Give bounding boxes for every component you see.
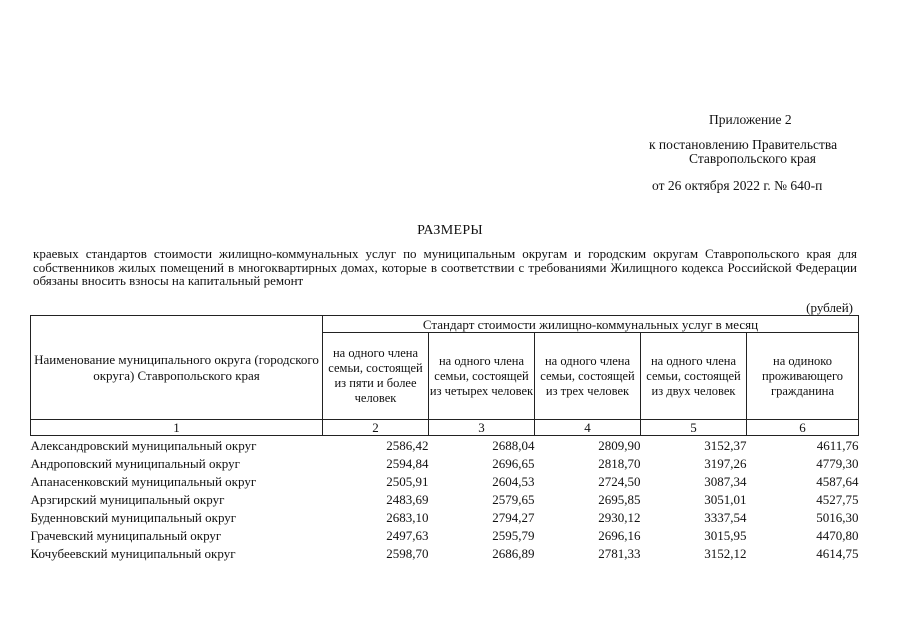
- cost-value: 3152,37: [704, 437, 747, 453]
- district-name: Александровский муниципальный округ: [30, 437, 257, 453]
- appendix-label: Приложение 2: [709, 112, 792, 127]
- document-title: РАЗМЕРЫ: [417, 223, 483, 238]
- cost-value: 2818,70: [598, 455, 641, 471]
- table-row: [31, 472, 859, 490]
- cost-value: 2686,89: [492, 545, 535, 561]
- cost-value: 2505,91: [386, 473, 429, 489]
- cost-value: 2781,33: [598, 545, 641, 561]
- district-name: Грачевский муниципальный округ: [30, 527, 222, 543]
- cost-value: 2683,10: [386, 509, 429, 525]
- column-header: на одиноко проживающего гражданина: [747, 333, 859, 420]
- cost-value: 3087,34: [704, 473, 747, 489]
- column-number: 6: [747, 420, 859, 436]
- table-row: [31, 490, 859, 508]
- cost-value: 3337,54: [704, 509, 747, 525]
- standard-group-header: Стандарт стоимости жилищно-коммунальных услуг в месяц: [323, 316, 859, 333]
- cost-value: 3015,95: [704, 527, 747, 543]
- cost-value: 2930,12: [598, 509, 641, 525]
- name-column-header: Наименование муниципального округа (городского округа) Ставропольского края: [31, 316, 323, 420]
- column-header: на одного члена семьи, состоящей из трех человек: [535, 333, 641, 420]
- cost-value: 2586,42: [386, 437, 429, 453]
- cost-value: 4779,30: [816, 455, 859, 471]
- column-number: 2: [323, 420, 429, 436]
- column-header: на одного члена семьи, состоящей из двух человек: [641, 333, 747, 420]
- cost-value: 4527,75: [816, 491, 859, 507]
- standards-table: [30, 315, 859, 562]
- cost-value: 2579,65: [492, 491, 535, 507]
- cost-value: 2695,85: [598, 491, 641, 507]
- table-row: [31, 508, 859, 526]
- cost-value: 2497,63: [386, 527, 429, 543]
- cost-value: 2794,27: [492, 509, 535, 525]
- cost-value: 3197,26: [704, 455, 747, 471]
- cost-value: 4611,76: [816, 437, 859, 453]
- decree-date: от 26 октября 2022 г. № 640-п: [652, 178, 823, 193]
- cost-value: 2696,16: [598, 527, 641, 543]
- document-subtitle: краевых стандартов стоимости жилищно-коммунальных услуг по муниципальным округам и городским округам Ставропольского края для собственников жилых помещений в многоквартирных домах, которые в соответствии с требованиями Жилищного кодекса Российской Федерации обязаны вносить взносы на капитальный ремонт: [33, 246, 857, 288]
- column-number: 4: [535, 420, 641, 436]
- district-name: Андроповский муниципальный округ: [30, 455, 240, 471]
- cost-value: 4587,64: [816, 473, 859, 489]
- cost-value: 3152,12: [704, 545, 747, 561]
- cost-value: 2594,84: [386, 455, 429, 471]
- column-header: на одного члена семьи, состоящей из четырех человек: [429, 333, 535, 420]
- table-row: [31, 454, 859, 472]
- cost-value: 4614,75: [816, 545, 859, 561]
- table-row: [31, 436, 859, 455]
- cost-value: 2595,79: [492, 527, 535, 543]
- cost-value: 2598,70: [386, 545, 429, 561]
- column-number: 5: [641, 420, 747, 436]
- decree-reference-line1: к постановлению Правительства: [649, 137, 838, 152]
- district-name: Кочубеевский муниципальный округ: [30, 545, 236, 561]
- units-label: (рублей): [806, 300, 853, 315]
- table-row: [31, 544, 859, 562]
- cost-value: 2696,65: [492, 455, 535, 471]
- column-header: на одного члена семьи, состоящей из пяти и более человек: [323, 333, 429, 420]
- district-name: Буденновский муниципальный округ: [30, 509, 237, 525]
- cost-value: 2604,53: [492, 473, 535, 489]
- column-number: 1: [31, 420, 323, 436]
- cost-value: 3051,01: [704, 491, 747, 507]
- decree-reference-line2: Ставропольского края: [689, 151, 816, 166]
- district-name: Апанасенковский муниципальный округ: [30, 473, 257, 489]
- cost-value: 2724,50: [598, 473, 641, 489]
- cost-value: 5016,30: [816, 509, 859, 525]
- table-row: [31, 526, 859, 544]
- cost-value: 2688,04: [492, 437, 535, 453]
- cost-value: 2483,69: [386, 491, 429, 507]
- district-name: Арзгирский муниципальный округ: [30, 491, 225, 507]
- cost-value: 4470,80: [816, 527, 859, 543]
- column-number: 3: [429, 420, 535, 436]
- cost-value: 2809,90: [598, 437, 641, 453]
